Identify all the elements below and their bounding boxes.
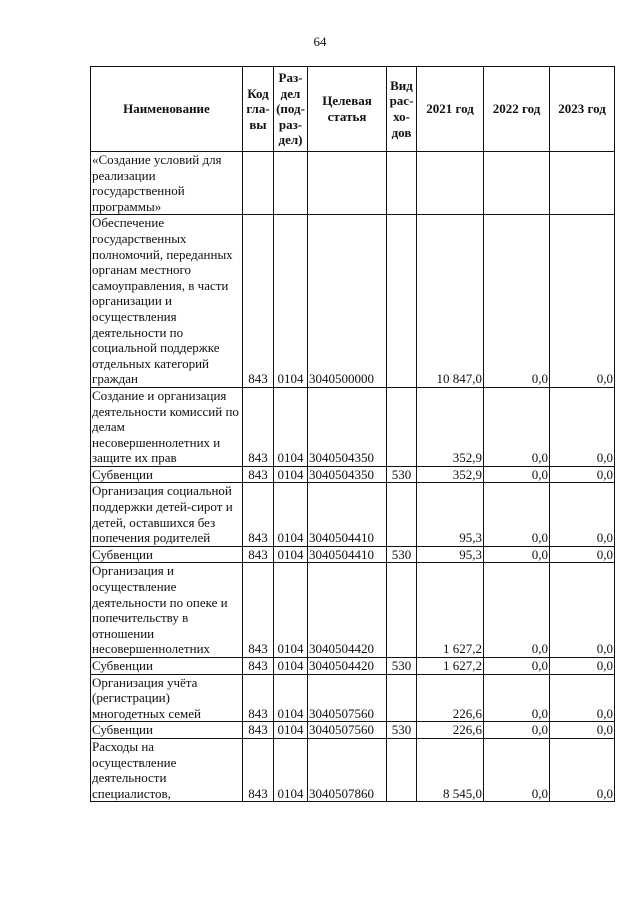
cell-year-2022: 0,0	[484, 738, 550, 801]
cell-year-2023: 0,0	[550, 674, 615, 722]
cell-year-2021: 1 627,2	[417, 563, 484, 658]
cell-year-2021: 95,3	[417, 546, 484, 563]
cell-target: 3040504420	[308, 658, 387, 675]
cell-expense-type: 530	[387, 658, 417, 675]
cell-target: 3040504420	[308, 563, 387, 658]
cell-name: Организация социальной поддержки детей-сирот и детей, оставшихся без попечения родителей	[91, 483, 243, 546]
cell-chapter: 843	[243, 563, 274, 658]
table-row	[91, 152, 615, 215]
cell-chapter: 843	[243, 658, 274, 675]
cell-chapter: 843	[243, 215, 274, 388]
cell-year-2021: 352,9	[417, 387, 484, 466]
cell-target: 3040507560	[308, 722, 387, 739]
cell-name: Организация учёта (регистрации) многодетных семей	[91, 674, 243, 722]
cell-chapter: 843	[243, 387, 274, 466]
cell-year-2021: 95,3	[417, 483, 484, 546]
cell-expense-type	[387, 563, 417, 658]
table-row	[91, 546, 615, 563]
cell-year-2023: 0,0	[550, 546, 615, 563]
cell-chapter: 843	[243, 722, 274, 739]
cell-year-2023	[550, 152, 615, 215]
cell-year-2023: 0,0	[550, 738, 615, 801]
cell-chapter: 843	[243, 466, 274, 483]
cell-year-2023: 0,0	[550, 466, 615, 483]
cell-chapter: 843	[243, 674, 274, 722]
cell-year-2021: 226,6	[417, 722, 484, 739]
table-row	[91, 215, 615, 388]
header-name: Наименование	[91, 67, 243, 152]
cell-year-2022: 0,0	[484, 387, 550, 466]
header-target: Целевая статья	[308, 67, 387, 152]
cell-section: 0104	[274, 387, 308, 466]
cell-name: «Создание условий для реализации государственной программы»	[91, 152, 243, 215]
table-row	[91, 738, 615, 801]
cell-name: Субвенции	[91, 546, 243, 563]
cell-target: 3040504350	[308, 387, 387, 466]
cell-name: Создание и организация деятельности комиссий по делам несовершеннолетних и защите их прав	[91, 387, 243, 466]
cell-target: 3040500000	[308, 215, 387, 388]
cell-name: Обеспечение государственных полномочий, переданных органам местного самоуправления, в части организации и осуществления деятельности по социальной поддержке отдельных категорий граждан	[91, 215, 243, 388]
cell-expense-type: 530	[387, 546, 417, 563]
cell-year-2021: 226,6	[417, 674, 484, 722]
cell-year-2021: 10 847,0	[417, 215, 484, 388]
header-section: Раз-дел (под-раз-дел)	[274, 67, 308, 152]
cell-section: 0104	[274, 722, 308, 739]
cell-name: Организация и осуществление деятельности по опеке и попечительству в отношении несовершеннолетних	[91, 563, 243, 658]
cell-target: 3040504410	[308, 546, 387, 563]
cell-year-2021: 8 545,0	[417, 738, 484, 801]
header-year-2021: 2021 год	[417, 67, 484, 152]
cell-expense-type	[387, 483, 417, 546]
cell-section: 0104	[274, 215, 308, 388]
cell-year-2023: 0,0	[550, 563, 615, 658]
cell-year-2023: 0,0	[550, 483, 615, 546]
cell-target: 3040504410	[308, 483, 387, 546]
cell-expense-type	[387, 215, 417, 388]
table-body	[91, 152, 615, 802]
table-row	[91, 658, 615, 675]
cell-name: Субвенции	[91, 466, 243, 483]
header-row	[91, 67, 615, 152]
cell-section	[274, 152, 308, 215]
cell-section: 0104	[274, 466, 308, 483]
cell-target: 3040507560	[308, 674, 387, 722]
cell-name: Субвенции	[91, 658, 243, 675]
cell-target: 3040507860	[308, 738, 387, 801]
header-year-2023: 2023 год	[550, 67, 615, 152]
cell-chapter: 843	[243, 483, 274, 546]
cell-section: 0104	[274, 658, 308, 675]
cell-expense-type	[387, 152, 417, 215]
cell-year-2021: 1 627,2	[417, 658, 484, 675]
table-row	[91, 722, 615, 739]
cell-target: 3040504350	[308, 466, 387, 483]
cell-year-2022: 0,0	[484, 215, 550, 388]
cell-year-2023: 0,0	[550, 215, 615, 388]
header-year-2022: 2022 год	[484, 67, 550, 152]
cell-section: 0104	[274, 738, 308, 801]
header-expense-type: Вид рас-хо-дов	[387, 67, 417, 152]
cell-year-2023: 0,0	[550, 387, 615, 466]
cell-year-2022: 0,0	[484, 546, 550, 563]
header-chapter: Код гла-вы	[243, 67, 274, 152]
budget-table	[90, 66, 615, 802]
cell-year-2022: 0,0	[484, 674, 550, 722]
cell-chapter	[243, 152, 274, 215]
cell-chapter: 843	[243, 546, 274, 563]
cell-section: 0104	[274, 674, 308, 722]
cell-year-2022	[484, 152, 550, 215]
cell-year-2022: 0,0	[484, 466, 550, 483]
cell-expense-type	[387, 387, 417, 466]
cell-year-2022: 0,0	[484, 658, 550, 675]
table-row	[91, 674, 615, 722]
table-row	[91, 483, 615, 546]
cell-expense-type	[387, 738, 417, 801]
cell-section: 0104	[274, 483, 308, 546]
cell-year-2022: 0,0	[484, 483, 550, 546]
cell-target	[308, 152, 387, 215]
table-row	[91, 563, 615, 658]
cell-year-2021	[417, 152, 484, 215]
cell-section: 0104	[274, 546, 308, 563]
cell-year-2022: 0,0	[484, 563, 550, 658]
page-number: 64	[313, 34, 327, 49]
cell-expense-type: 530	[387, 722, 417, 739]
cell-year-2023: 0,0	[550, 722, 615, 739]
cell-year-2021: 352,9	[417, 466, 484, 483]
cell-expense-type: 530	[387, 466, 417, 483]
cell-name: Субвенции	[91, 722, 243, 739]
cell-section: 0104	[274, 563, 308, 658]
cell-name: Расходы на осуществление деятельности специалистов,	[91, 738, 243, 801]
cell-chapter: 843	[243, 738, 274, 801]
cell-year-2023: 0,0	[550, 658, 615, 675]
cell-year-2022: 0,0	[484, 722, 550, 739]
table-row	[91, 466, 615, 483]
cell-expense-type	[387, 674, 417, 722]
table-row	[91, 387, 615, 466]
